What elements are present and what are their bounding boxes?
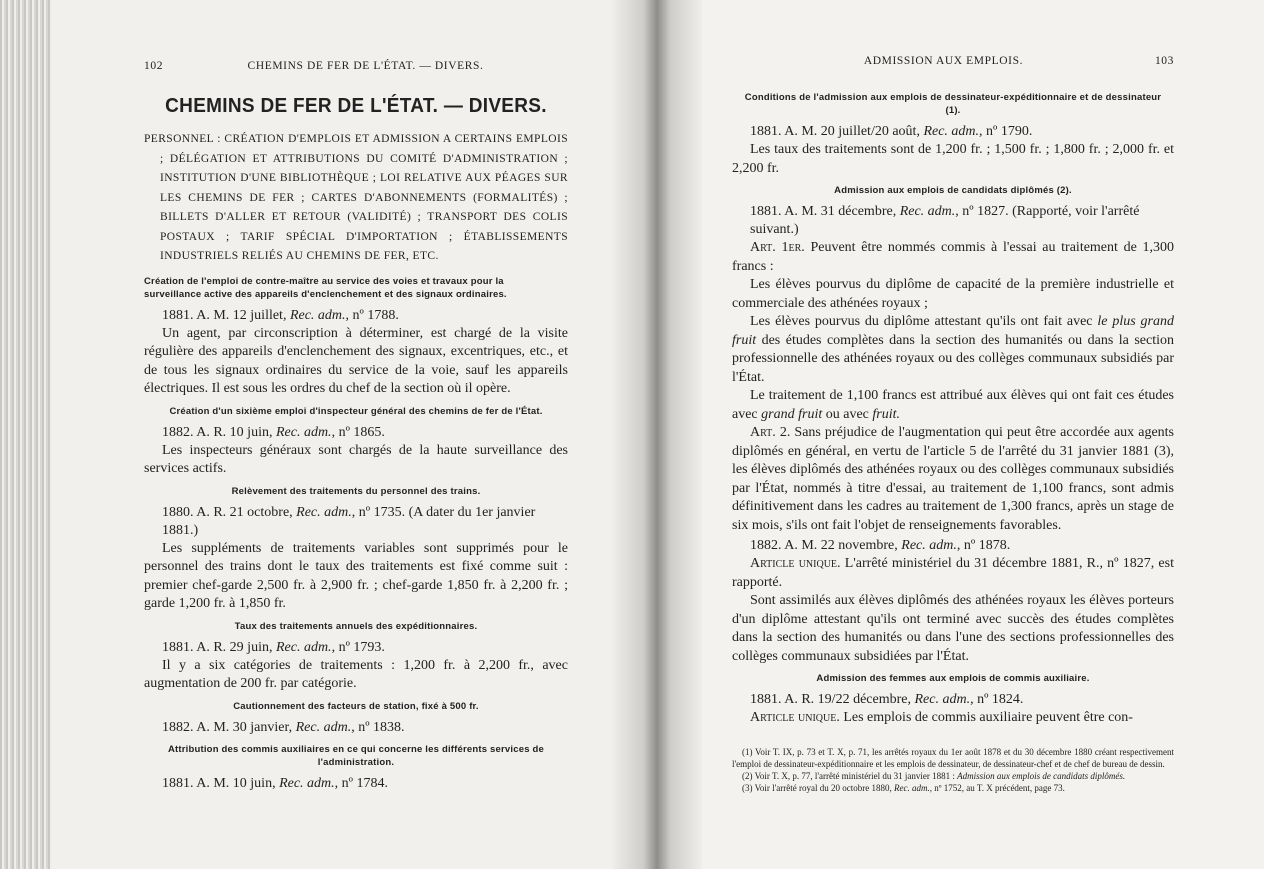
section-heading: Création d'un sixième emploi d'inspecteur général des chemins de fer de l'État. — [169, 405, 543, 417]
article-paragraph: Article unique. Les emplois de commis auxiliaire peuvent être con- — [750, 710, 1133, 725]
decree-reference: 1881. A. M. 10 juin, Rec. adm., nº 1784. — [162, 775, 389, 791]
page-edges — [0, 0, 52, 869]
decree-reference: 1881. A. M. 20 juillet/20 août, Rec. adm., nº 1790. — [750, 124, 1033, 139]
main-title: CHEMINS DE FER DE L'ÉTAT. — DIVERS. — [165, 95, 547, 118]
section-heading: Conditions de l'admission aux emplois de dessinateur-expéditionnaire et de dessinateur (1). — [744, 92, 1162, 116]
decree-reference: 1882. A. M. 22 novembre, Rec. adm., nº 1878. — [750, 538, 1011, 553]
left-page-number: 102 — [144, 60, 164, 72]
decree-reference: 1881. A. R. 19/22 décembre, Rec. adm., nº 1824. — [750, 692, 1024, 707]
section-heading: Admission des femmes aux emplois de commis auxiliaire. — [816, 673, 1090, 684]
footnote: (3) Voir l'arrêté royal du 20 octobre 1880, Rec. adm., nº 1752, au T. X précédent, page 73. — [742, 782, 1065, 793]
decree-reference: 1881. A. R. 29 juin, Rec. adm., nº 1793. — [162, 639, 385, 655]
left-page — [52, 0, 612, 869]
footnotes — [732, 746, 1174, 794]
right-running-title: ADMISSION AUX EMPLOIS. — [863, 55, 1024, 67]
paragraph: Les suppléments de traitements variables sont supprimés pour le personnel des trains dont le taux des traitements est fixé comme suit : premier chef-garde 2,500 fr. à 2,900 fr. ; chef-garde 1,850 fr. à 2,200 fr. ; garde 1,200 fr. à 1,850 fr. — [144, 540, 568, 611]
section-heading: Attribution des commis auxiliaires en ce qui concerne les différents services de l'administration. — [167, 743, 545, 768]
right-page-content — [702, 0, 1264, 794]
decree-reference: 1880. A. R. 21 octobre, Rec. adm., nº 1735. (A dater du 1er janvier 1881.) — [162, 504, 536, 538]
article-paragraph: Article unique. L'arrêté ministériel du 31 décembre 1881, R., nº 1827, est rapporté. — [732, 556, 1174, 590]
section-heading: Admission aux emplois de candidats diplômés (2). — [834, 185, 1072, 196]
right-page-number: 103 — [1154, 55, 1174, 67]
right-page — [702, 0, 1264, 869]
section-heading: Cautionnement des facteurs de station, fixé à 500 fr. — [233, 700, 479, 712]
paragraph: Le traitement de 1,100 francs est attribué aux élèves qui ont fait ces études avec grand fruit ou avec fruit. — [732, 388, 1174, 422]
left-running-head — [144, 60, 568, 72]
footnote: (2) Voir T. X, p. 77, l'arrêté ministériel du 31 janvier 1881 : Admission aux emplois de candidats diplômés. — [742, 770, 1126, 781]
article-paragraph: Art. 1er. Peuvent être nommés commis à l'essai au traitement de 1,300 francs : — [732, 240, 1175, 274]
decree-reference: 1882. A. M. 30 janvier, Rec. adm., nº 1838. — [162, 719, 405, 735]
paragraph: Sont assimilés aux élèves diplômés des athénées royaux les élèves porteurs d'un diplôme attestant qu'ils ont terminé avec succès des études complètes dans la section des humanités ou dans l'une des sections professionnelles des collèges communaux subsidiées par l'État. — [732, 593, 1174, 664]
paragraph: Les élèves pourvus du diplôme de capacité de la première industrielle et commerciale des athénées royaux ; — [732, 277, 1174, 311]
paragraph: Les élèves pourvus du diplôme attestant qu'ils ont fait avec le plus grand fruit des études complètes dans la section des humanités ou dans la section professionnelle des athénées royaux ou des collèges communaux subsidiés par l'État. — [732, 314, 1175, 385]
book-gutter — [612, 0, 702, 869]
right-running-head — [732, 55, 1174, 67]
left-page-content — [52, 0, 612, 793]
paragraph: Il y a six catégories de traitements : 1,200 fr. à 2,200 fr., avec augmentation de 200 fr. par catégorie. — [144, 657, 568, 691]
decree-reference: 1882. A. R. 10 juin, Rec. adm., nº 1865. — [162, 424, 385, 440]
decree-reference: 1881. A. M. 31 décembre, Rec. adm., nº 1827. (Rapporté, voir l'arrêté suivant.) — [750, 204, 1140, 237]
footnote: (1) Voir T. IX, p. 73 et T. X, p. 71, les arrêtés royaux du 1er août 1878 et du 30 décembre 1880 créant respectivement l'emploi de dessinateur-expéditionnaire et les emplois de dessinateur, de dessinateur-chef et de chef de bureau de dessin. — [732, 746, 1174, 769]
decree-reference: 1881. A. M. 12 juillet, Rec. adm., nº 1788. — [162, 307, 399, 323]
section-heading: Relèvement des traitements du personnel des trains. — [231, 485, 481, 497]
paragraph: Un agent, par circonscription à déterminer, est chargé de la visite régulière des appareils d'enclenchement des signaux, excentriques, etc., et de tous les signaux ordinaires du service de la voie, sauf les appareils électriques. Il est sous les ordres du chef de la section où il opère. — [144, 325, 568, 396]
section-heading: Création de l'emploi de contre-maître au service des voies et travaux pour la surveillance active des appareils d'enclenchement et des signaux ordinaires. — [144, 275, 507, 300]
left-running-title: CHEMINS DE FER DE L'ÉTAT. — DIVERS. — [247, 60, 484, 72]
article-paragraph: Art. 2. Sans préjudice de l'augmentation qui peut être accordée aux agents diplômés en général, en vertu de l'article 5 de l'arrêté du 31 janvier 1881 (3), les élèves diplômés des athénées royaux ou des collèges communaux subsidiés par l'État, nommés à titre d'essai, au traitement de 1,100 francs, sont admis définitivement dans les cadres au traitement de 1,300 francs, après un stage de six mois, s'ils ont fait l'objet de renseignements favorables. — [732, 425, 1174, 533]
paragraph: Les taux des traitements sont de 1,200 fr. ; 1,500 fr. ; 1,800 fr. ; 2,000 fr. et 2,200 fr. — [732, 142, 1174, 176]
chapter-summary: PERSONNEL : CRÉATION D'EMPLOIS ET ADMISSION A CERTAINS EMPLOIS ; DÉLÉGATION ET ATTRIBUTIONS DU COMITÉ D'ADMINISTRATION ; INSTITUTION D'UNE BIBLIOTHÈQUE ; LOI RELATIVE AUX PÉAGES SUR LES CHEMINS DE FER ; CARTES D'ABONNEMENTS (FORMALITÉS) ; BILLETS D'ALLER ET RETOUR (VALIDITÉ) ; TRANSPORT DES COLIS POSTAUX ; TARIF SPÉCIAL D'IMPORTATION ; ÉTABLISSEMENTS INDUSTRIELS RELIÉS AU CHEMINS DE FER, ETC. — [144, 133, 568, 262]
paragraph: Les inspecteurs généraux sont chargés de la haute surveillance des services actifs. — [144, 442, 568, 476]
section-heading: Taux des traitements annuels des expéditionnaires. — [234, 620, 478, 632]
